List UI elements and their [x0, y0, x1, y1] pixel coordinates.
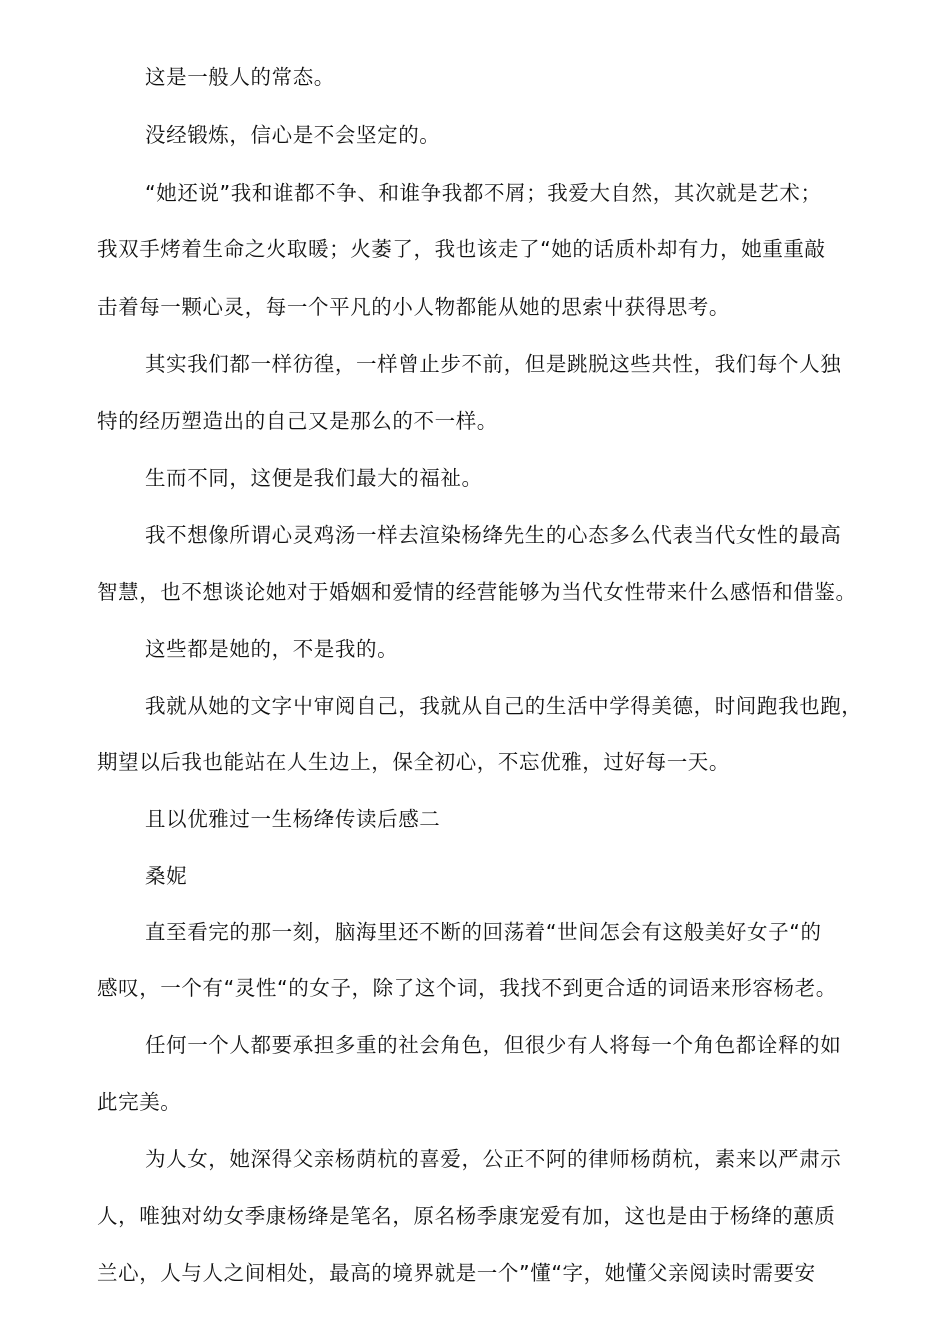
text-line: 我就从她的文字屮审阅自己，我就从自己的生活中学得美德，时间跑我也跑， [145, 694, 863, 718]
text-line: 特的经历塑造出的自己又是那么的不一样。 [97, 409, 498, 433]
text-line: 任何一个人都要承担多重的社会角色，但很少有人将每一个角色都诠释的如 [145, 1033, 842, 1057]
text-line: 这些都是她的，不是我的。 [145, 637, 399, 661]
author-name: 桑妮 [145, 864, 188, 888]
text-line: 其实我们都一样彷徨，一样曾止步不前，但是跳脱这些共性，我们每个人独 [145, 352, 842, 376]
text-line: 这是一般人的常态。 [145, 65, 335, 89]
text-line: 兰心，人与人之间相处，最高的境界就是一个”懂“字，她懂父亲阅读时需要安 [97, 1261, 816, 1285]
text-line: 期望以后我也能站在人生边上，保全初心，不忘优雅，过好每一天。 [97, 750, 730, 774]
text-line: 感叹，一个有“灵性“的女子，除了这个词，我找不到更合适的词语来形容杨老。 [97, 976, 837, 1000]
text-line: 人，唯独对幼女季康杨绛是笔名，原名杨季康宠爱有加，这也是由于杨绛的蕙质 [97, 1204, 836, 1228]
text-line: 智慧，也不想谈论她对于婚姻和爱情的经营能够为当代女性带来什么感悟和借鉴。 [97, 580, 857, 604]
text-line: 击着每一颗心灵，每一个平凡的小人物都能从她的思索屮获得思考。 [97, 295, 730, 319]
text-line: 我双手烤着生命之火取暖；火萎了，我也该走了“她的话质朴却有力，她重重敲 [97, 237, 826, 261]
text-line: 没经锻炼，信心是不会坚定的。 [145, 123, 441, 147]
text-line: 直至看完的那一刻，脑海里还不断的回荡着“世间怎会有这般美好女子“的 [145, 920, 822, 944]
text-line: “她还说”我和谁都不争、和谁争我都不屑；我爱大自然，其次就是艺术； [145, 181, 822, 205]
text-line: 我不想像所谓心灵鸡汤一样去渲染杨绛先生的心态多么代表当代女性的最高 [145, 523, 842, 547]
section-title: 且以优雅过一生杨绛传读后感二 [145, 807, 441, 831]
text-line: 此完美。 [97, 1090, 182, 1114]
text-line: 为人女，她深得父亲杨荫杭的喜爱，公正不阿的律师杨荫杭，素来以严肃示 [145, 1147, 842, 1171]
text-line: 生而不同，这便是我们最大的福祉。 [145, 466, 483, 490]
